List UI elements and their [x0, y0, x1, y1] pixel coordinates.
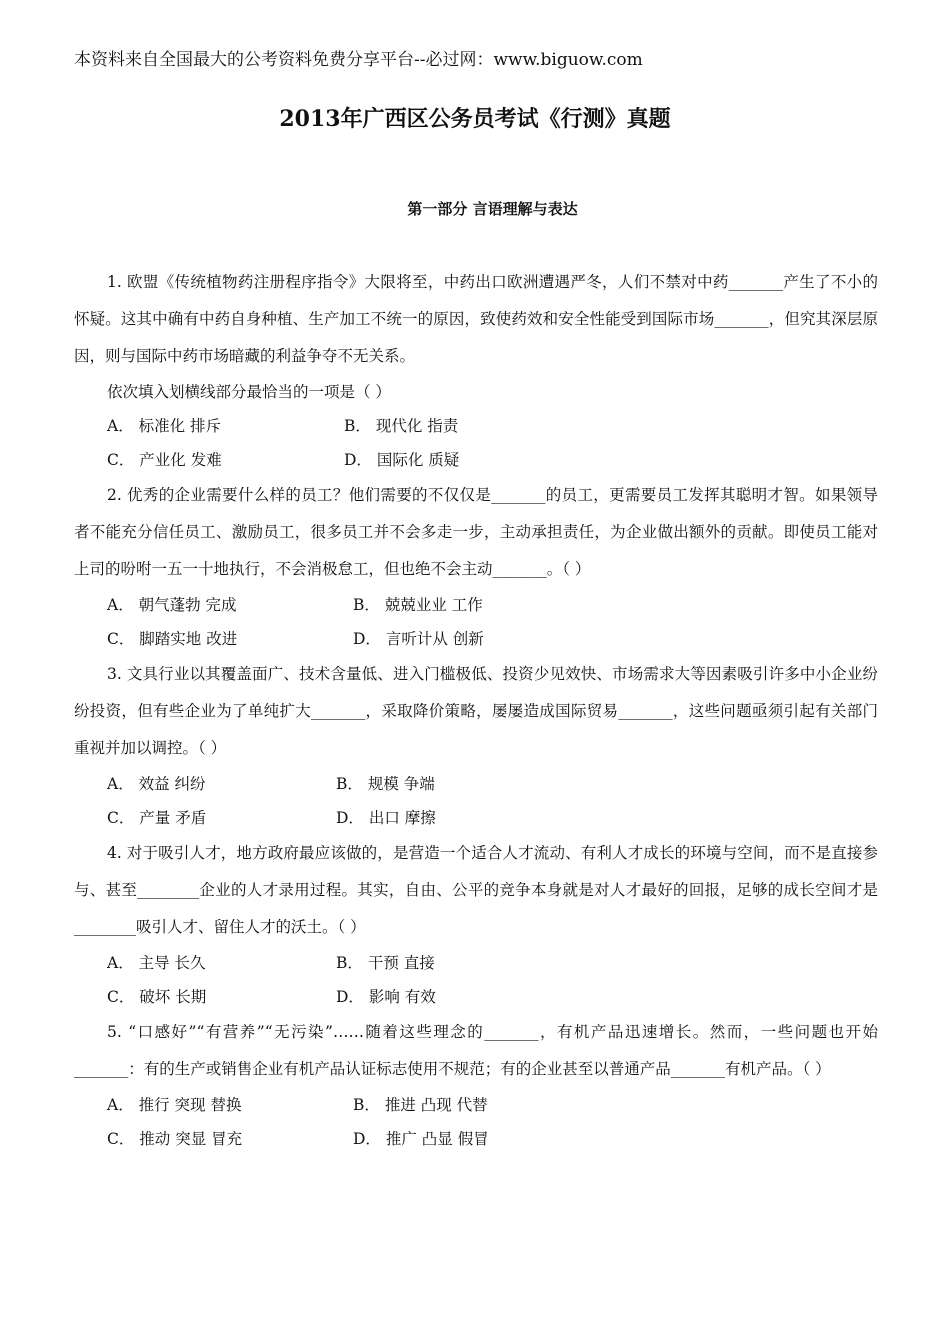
question-4-option-d[interactable]: D． 影响 有效: [336, 988, 436, 1006]
question-5-option-c[interactable]: C． 推动 突显 冒充: [107, 1130, 243, 1148]
question-4: [74, 835, 878, 1014]
section-title: 第一部分 言语理解与表达: [407, 200, 578, 218]
question-1-option-d[interactable]: D． 国际化 质疑: [344, 451, 460, 469]
question-2-text: 2. 优秀的企业需要什么样的员工？他们需要的不仅仅是_______的员工，更需要员工发挥其聪明才智。如果领导者不能充分信任员工、激励员工，很多员工并不会多走一步，主动承担责任，为企业做出额外的贡献。即使员工能对上司的吩咐一五一十地执行，不会消极怠工，但也绝不会主动_______。（ ）: [74, 486, 878, 578]
question-3-option-a[interactable]: A． 效益 纠纷: [107, 775, 206, 793]
question-3-option-d[interactable]: D． 出口 摩擦: [336, 809, 436, 827]
question-3-option-c[interactable]: C． 产量 矛盾: [107, 809, 207, 827]
question-list: [74, 264, 878, 1156]
question-4-text: 4. 对于吸引人才，地方政府最应该做的，是营造一个适合人才流动、有利人才成长的环境与空间，而不是直接参与、甚至________企业的人才录用过程。其实，自由、公平的竞争本身就是对人才最好的回报，足够的成长空间才是________吸引人才、留住人才的沃土。（ ）: [74, 844, 878, 936]
question-4-option-c[interactable]: C． 破坏 长期: [107, 988, 207, 1006]
question-1-stem: 依次填入划横线部分最恰当的一项是（ ）: [107, 383, 391, 401]
question-5: [74, 1014, 878, 1156]
question-1-option-a[interactable]: A． 标准化 排斥: [107, 417, 222, 435]
question-3-option-b[interactable]: B． 规模 争端: [336, 775, 435, 793]
question-4-options-row-1: [74, 946, 878, 980]
question-1-options-row-2: [74, 443, 878, 477]
question-3-options-row-1: [74, 767, 878, 801]
source-note: 本资料来自全国最大的公考资料免费分享平台--必过网：www.biguow.com: [74, 50, 643, 70]
question-1-options-row-1: [74, 409, 878, 443]
question-1-option-b[interactable]: B． 现代化 指责: [344, 417, 459, 435]
question-2-option-a[interactable]: A． 朝气蓬勃 完成: [107, 596, 237, 614]
question-2-option-c[interactable]: C． 脚踏实地 改进: [107, 630, 238, 648]
question-2-option-d[interactable]: D． 言听计从 创新: [353, 630, 484, 648]
question-3-text: 3. 文具行业以其覆盖面广、技术含量低、进入门槛极低、投资少见效快、市场需求大等因素吸引许多中小企业纷纷投资，但有些企业为了单纯扩大_______，采取降价策略，屡屡造成国际贸易_______，这些问题亟须引起有关部门重视并加以调控。（ ）: [74, 665, 878, 757]
question-5-option-b[interactable]: B． 推进 凸现 代替: [353, 1096, 488, 1114]
question-4-option-a[interactable]: A． 主导 长久: [107, 954, 206, 972]
question-5-options-row-2: [74, 1122, 878, 1156]
question-4-options-row-2: [74, 980, 878, 1014]
question-2: [74, 477, 878, 656]
question-5-option-a[interactable]: A． 推行 突现 替换: [107, 1096, 242, 1114]
question-5-option-d[interactable]: D． 推广 凸显 假冒: [353, 1130, 489, 1148]
question-1-option-c[interactable]: C． 产业化 发难: [107, 451, 222, 469]
question-2-options-row-2: [74, 622, 878, 656]
question-5-options-row-1: [74, 1088, 878, 1122]
question-3: [74, 656, 878, 835]
question-1: [74, 264, 878, 477]
question-4-option-b[interactable]: B． 干预 直接: [336, 954, 435, 972]
question-2-option-b[interactable]: B． 兢兢业业 工作: [353, 596, 483, 614]
question-1-text: 1. 欧盟《传统植物药注册程序指令》大限将至，中药出口欧洲遭遇严冬，人们不禁对中药_______产生了不小的怀疑。这其中确有中药自身种植、生产加工不统一的原因，致使药效和安全性能受到国际市场_______，但究其深层原因，则与国际中药市场暗藏的利益争夺不无关系。: [74, 273, 878, 365]
page-title: 2013年广西区公务员考试《行测》真题: [279, 106, 671, 132]
question-3-options-row-2: [74, 801, 878, 835]
question-5-text: 5. “口感好”“有营养”“无污染”……随着这些理念的_______，有机产品迅速增长。然而，一些问题也开始_______：有的生产或销售企业有机产品认证标志使用不规范；有的企业甚至以普通产品_______有机产品。（ ）: [74, 1023, 878, 1078]
question-2-options-row-1: [74, 588, 878, 622]
